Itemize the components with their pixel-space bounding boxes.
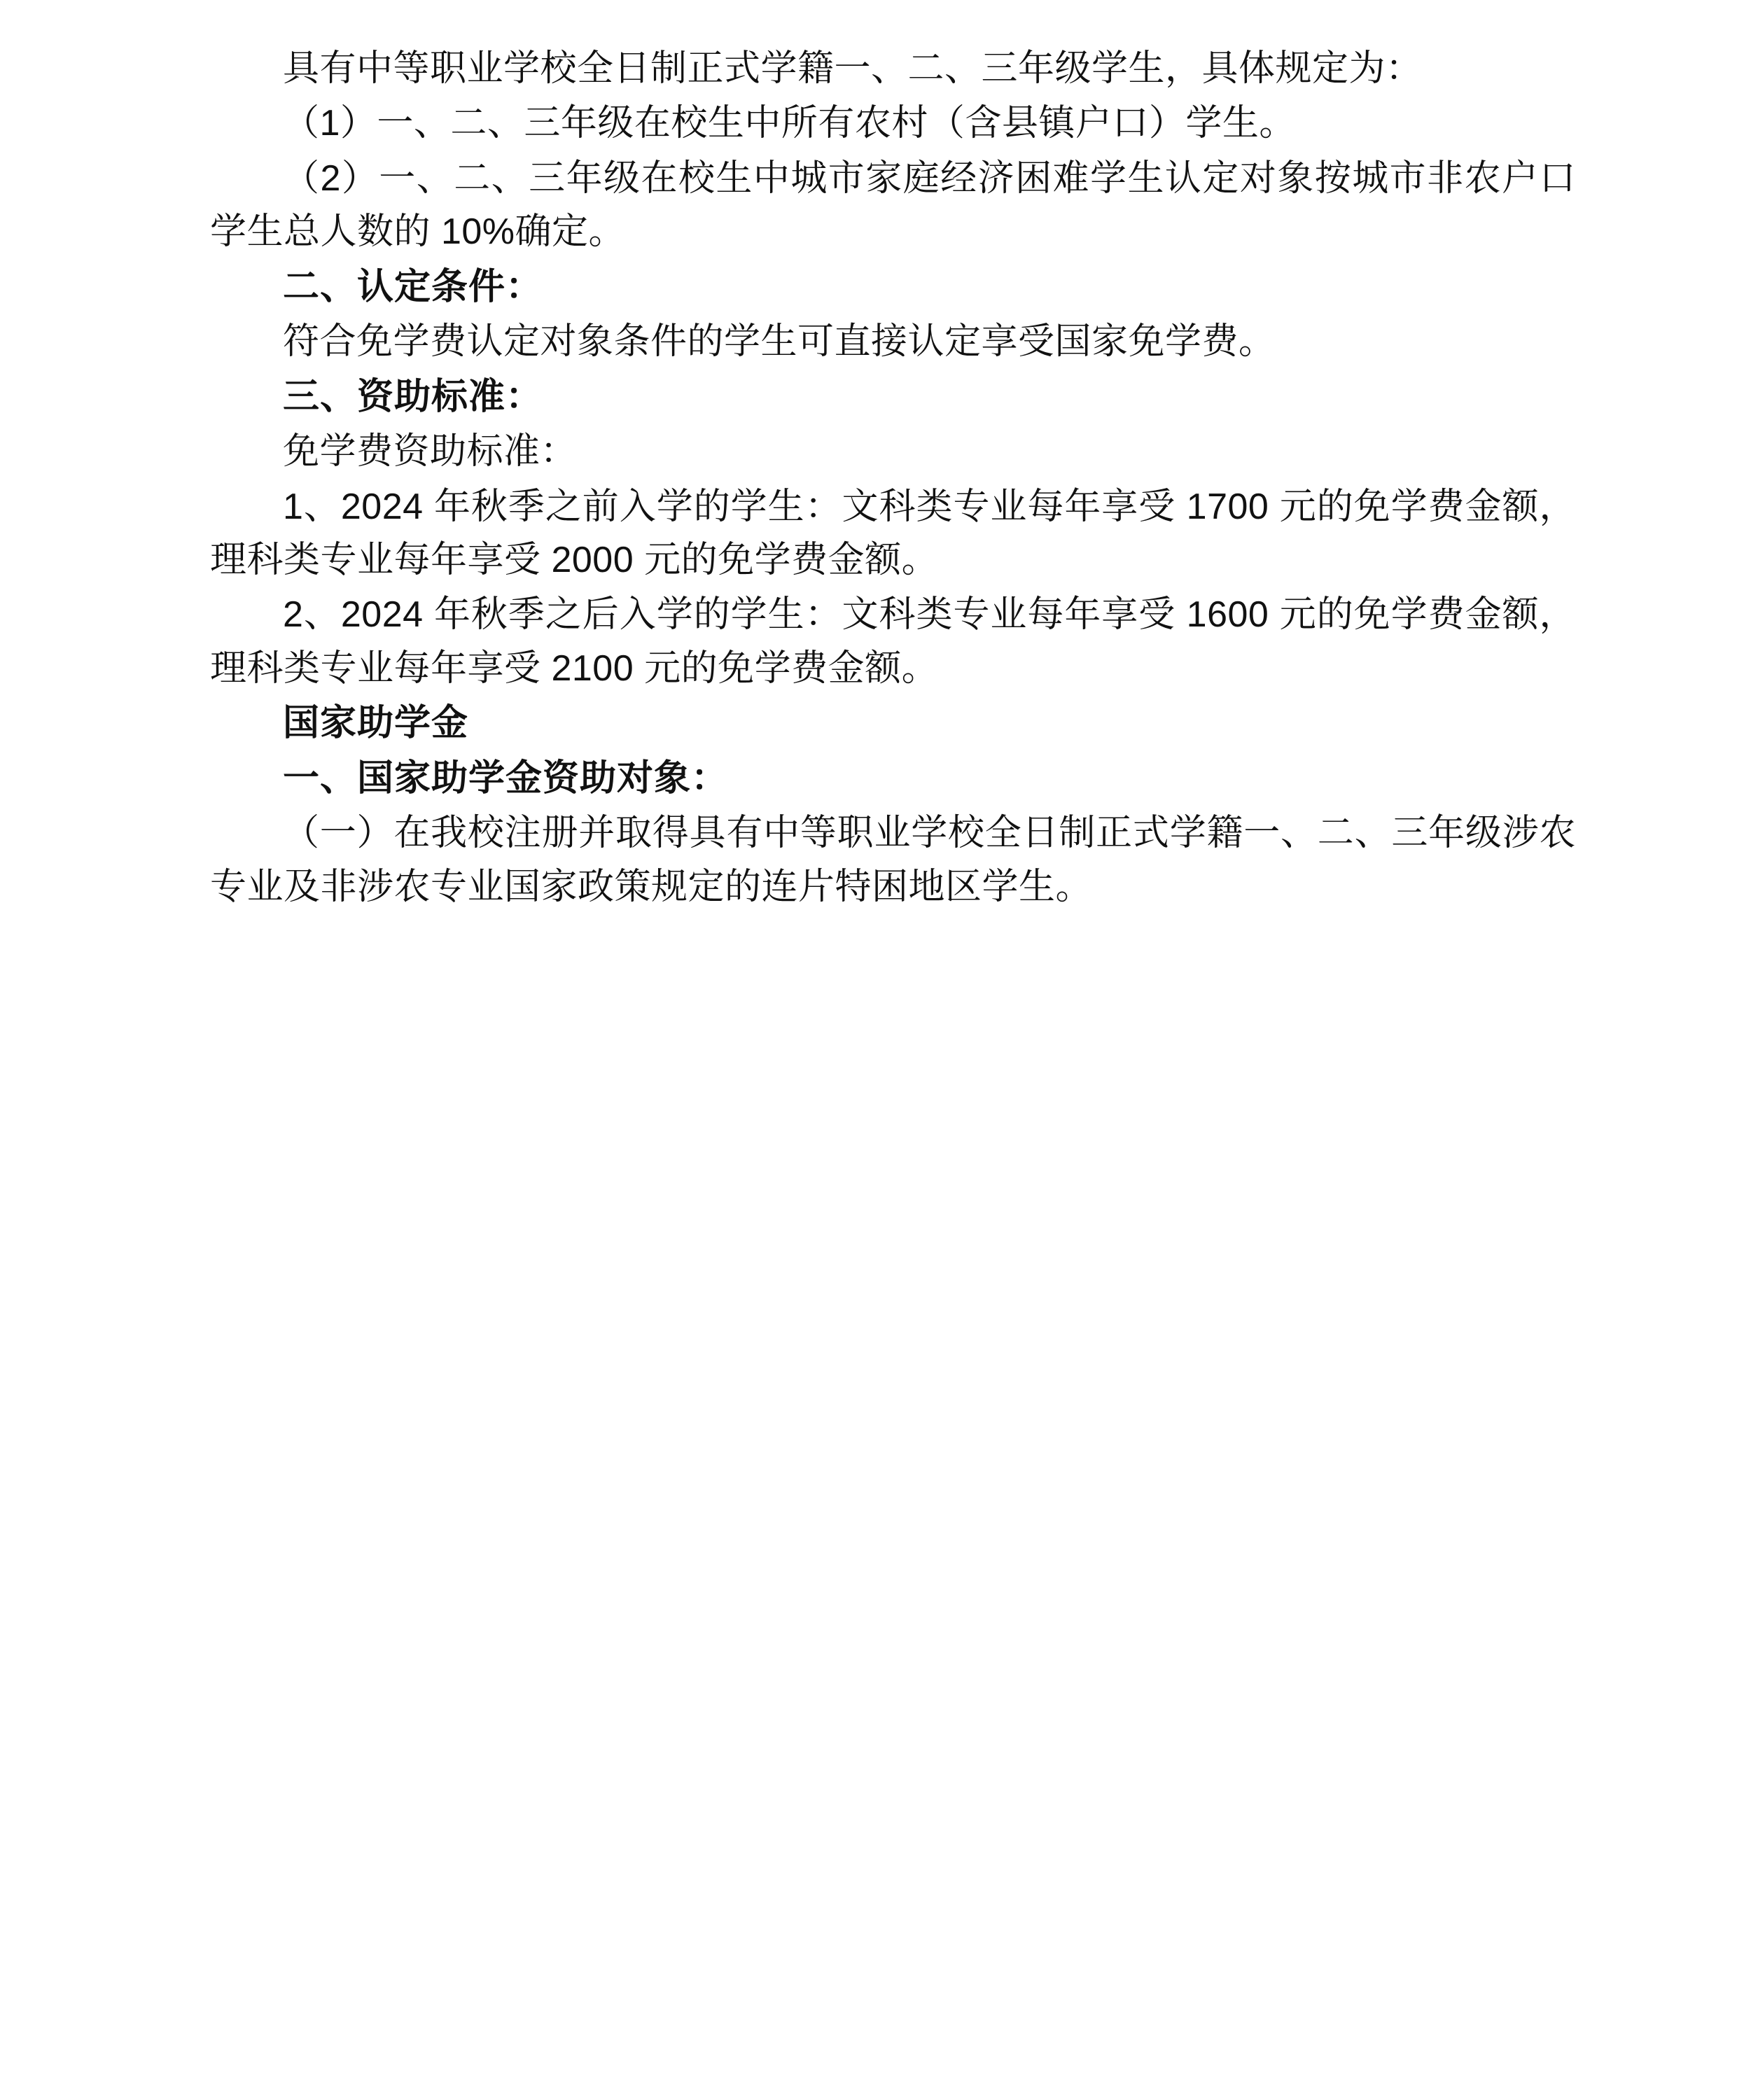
heading-national-grant-targets: 一、国家助学金资助对象： xyxy=(283,757,729,799)
paragraph-rural-students: （1）一、二、三年级在校生中所有农村（含县镇户口）学生。 xyxy=(283,103,1296,144)
paragraph-urban-difficulty-students: （2）一、二、三年级在校生中城市家庭经济困难学生认定对象按城市非农户口学生总人数的 10%确定。 xyxy=(210,158,1576,253)
paragraph-standard-after-2024-autumn: 2、2024 年秋季之后入学的学生：文科类专业每年享受 1600 元的免学费金额，理科类专业每年享受 2100 元的免学费金额。 xyxy=(210,594,1576,689)
heading-funding-standard: 三、资助标准： xyxy=(283,376,543,417)
paragraph-recognition-conditions-body: 符合免学费认定对象条件的学生可直接认定享受国家免学费。 xyxy=(283,321,1276,363)
paragraph-tuition-waiver-standard-label: 免学费资助标准： xyxy=(283,431,578,472)
paragraph-grant-target-one: （一）在我校注册并取得具有中等职业学校全日制正式学籍一、二、三年级涉农专业及非涉农专业国家政策规定的连片特困地区学生。 xyxy=(210,813,1576,907)
heading-recognition-conditions: 二、认定条件： xyxy=(283,266,543,307)
paragraph-standard-before-2024-autumn: 1、2024 年秋季之前入学的学生：文科类专业每年享受 1700 元的免学费金额，理科类专业每年享受 2000 元的免学费金额。 xyxy=(210,486,1576,580)
paragraph-eligible-grades: 具有中等职业学校全日制正式学籍一、二、三年级学生，具体规定为： xyxy=(283,48,1423,89)
heading-national-grant: 国家助学金 xyxy=(283,703,469,744)
document-body xyxy=(210,42,1576,913)
